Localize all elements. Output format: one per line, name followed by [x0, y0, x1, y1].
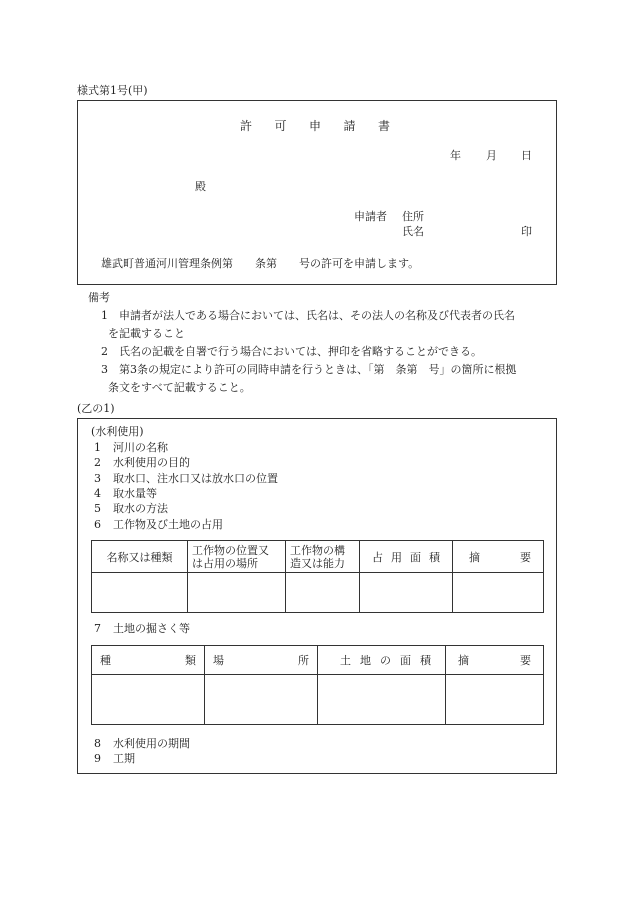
table-header-row [92, 646, 544, 675]
table-header-row [92, 541, 544, 573]
header-char: 用 [391, 550, 402, 564]
item-text: 工期 [113, 752, 135, 765]
table-cell [92, 675, 205, 725]
date-day: 日 [521, 149, 532, 162]
header-char: 積 [420, 654, 431, 667]
page-title [240, 120, 390, 132]
item-number: 7 [94, 622, 101, 635]
item-text: 土地の掘さく等 [113, 622, 190, 635]
attachment-label: (乙の1) [77, 402, 115, 415]
table-row [92, 675, 544, 725]
item-text: 河川の名称 [113, 441, 168, 454]
header-name-type: 名称又は種類 [92, 541, 188, 573]
item-text: 水利使用の期間 [113, 737, 190, 750]
remark-text: 申請者が法人である場合においては、氏名は、その法人の名称及び代表者の氏名 [119, 309, 515, 322]
item-number: 2 [94, 456, 101, 469]
title-char: 申 [308, 119, 321, 133]
header-char: 種 [100, 654, 111, 667]
header-char: 面 [400, 654, 411, 667]
header-structure [286, 541, 360, 573]
table-row [92, 573, 544, 613]
header-line: 工作物の位置又 [192, 543, 269, 557]
title-char: 請 [343, 119, 356, 133]
title-char: 書 [377, 119, 390, 133]
title-char: 可 [274, 119, 287, 133]
header-char: 占 [372, 550, 383, 564]
header-char: 積 [429, 550, 440, 564]
table-cell [188, 573, 286, 613]
application-body: 雄武町普通河川管理条例第 条第 号の許可を申請します。 [101, 257, 420, 270]
name-label: 氏名 [402, 225, 424, 238]
header-char: の [380, 654, 391, 667]
table-cell [360, 573, 453, 613]
addressee-suffix: 殿 [195, 180, 206, 193]
header-type [92, 646, 205, 675]
header-line: 造又は能力 [290, 556, 345, 570]
header-char: 地 [360, 654, 371, 667]
header-char: 要 [520, 654, 531, 667]
item-number: 3 [94, 472, 101, 485]
header-land-area [318, 646, 446, 675]
seal-label: 印 [521, 225, 532, 238]
header-char: 面 [410, 550, 421, 564]
header-location [188, 541, 286, 573]
item-text: 工作物及び土地の占用 [113, 518, 223, 531]
item-text: 取水口、注水口又は放水口の位置 [113, 472, 278, 485]
header-char: 土 [340, 654, 351, 667]
remark-number: 3 [101, 363, 108, 376]
table-cell [453, 573, 544, 613]
table-cell [286, 573, 360, 613]
remark-text: 第3条の規定により許可の同時申請を行うときは、「第 条第 号」の箇所に根拠 [119, 363, 517, 376]
date-month: 月 [486, 149, 497, 162]
item-number: 5 [94, 502, 101, 515]
applicant-label: 申請者 [354, 210, 387, 223]
occupancy-table [91, 540, 544, 613]
item-number: 8 [94, 737, 101, 750]
table-cell [318, 675, 446, 725]
remarks-heading: 備考 [88, 291, 110, 304]
header-char: 場 [213, 654, 224, 667]
header-summary [453, 541, 544, 573]
header-line: は占用の場所 [192, 556, 258, 570]
header-char: 摘 [469, 550, 480, 564]
item-text: 取水の方法 [113, 502, 168, 515]
date-year: 年 [450, 149, 461, 162]
table-cell [92, 573, 188, 613]
header-line: 工作物の構 [290, 543, 345, 557]
header-char: 要 [520, 550, 531, 564]
header-char: 摘 [458, 654, 469, 667]
item-text: 水利使用の目的 [113, 456, 190, 469]
item-number: 4 [94, 487, 101, 500]
item-number: 9 [94, 752, 101, 765]
table-cell [205, 675, 318, 725]
title-char: 許 [240, 119, 253, 133]
table-cell [446, 675, 544, 725]
address-label: 住所 [402, 210, 424, 223]
item-number: 6 [94, 518, 101, 531]
remark-number: 1 [101, 309, 108, 322]
item-text: 取水量等 [113, 487, 157, 500]
remark-text: を記載すること [108, 327, 185, 340]
item-number: 1 [94, 441, 101, 454]
excavation-table [91, 645, 544, 725]
remark-text: 条文をすべて記載すること。 [108, 381, 251, 394]
remark-number: 2 [101, 345, 108, 358]
header-char: 所 [298, 654, 309, 667]
header-place [205, 646, 318, 675]
attachment-category: (水利使用) [91, 425, 144, 438]
header-occupancy-area [360, 541, 453, 573]
form-number: 様式第1号(甲) [77, 84, 148, 97]
header-char: 類 [185, 654, 196, 667]
remark-text: 氏名の記載を自署で行う場合においては、押印を省略することができる。 [119, 345, 482, 358]
header-summary [446, 646, 544, 675]
